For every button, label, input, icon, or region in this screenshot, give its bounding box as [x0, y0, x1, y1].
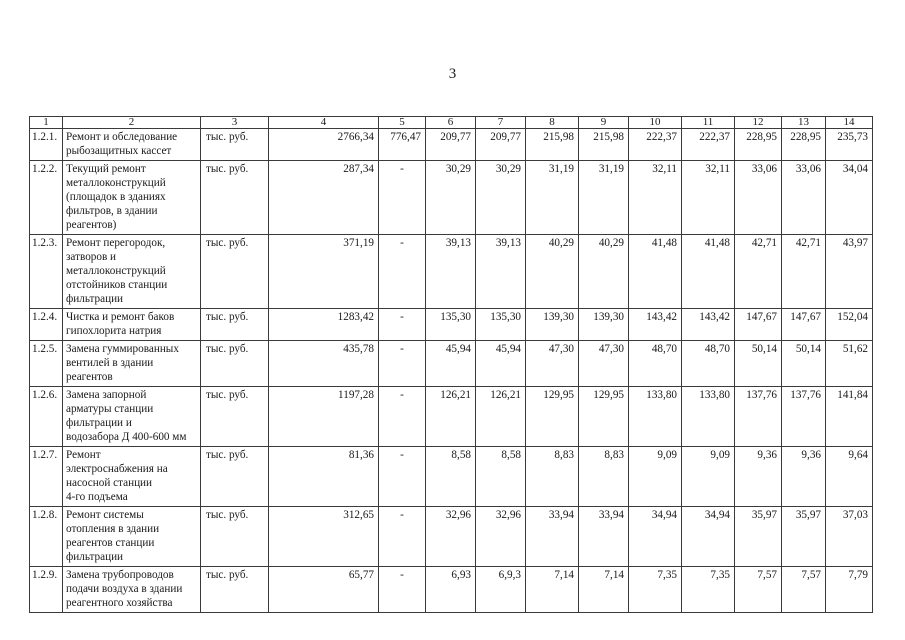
- table-row: [30, 447, 873, 507]
- value-cell: 32,11: [682, 161, 735, 235]
- row-name-line: Ремонт системы: [66, 509, 144, 521]
- value-cell: 215,98: [526, 129, 579, 161]
- value-cell: 34,04: [826, 161, 873, 235]
- value-cell: 133,80: [682, 387, 735, 447]
- row-name-line: Ремонт перегородок,: [66, 237, 166, 249]
- header-row: [30, 117, 873, 129]
- value-cell: 228,95: [735, 129, 782, 161]
- value-cell: 7,35: [629, 567, 682, 613]
- header-cell: 6: [426, 117, 476, 129]
- value-cell: 9,09: [682, 447, 735, 507]
- table-row: [30, 309, 873, 341]
- row-name-line: реагентов: [66, 371, 113, 383]
- row-name-line: Замена запорной: [66, 389, 147, 401]
- row-name-line: электроснабжения на: [66, 463, 168, 475]
- header-cell: 11: [682, 117, 735, 129]
- value-cell: 139,30: [579, 309, 629, 341]
- value-cell: 9,36: [782, 447, 826, 507]
- value-cell: 152,04: [826, 309, 873, 341]
- row-name-line: затворов и: [66, 251, 117, 263]
- header-cell: 10: [629, 117, 682, 129]
- row-unit: тыс. руб.: [201, 341, 269, 387]
- value-cell: 32,96: [476, 507, 526, 567]
- header-cell: 14: [826, 117, 873, 129]
- value-cell: 133,80: [629, 387, 682, 447]
- value-cell: 42,71: [782, 235, 826, 309]
- page-number: 3: [448, 66, 457, 82]
- value-cell: 45,94: [476, 341, 526, 387]
- row-name-line: вентилей в здании: [66, 357, 154, 369]
- value-cell: 7,14: [526, 567, 579, 613]
- value-cell: 9,64: [826, 447, 873, 507]
- row-name-line: отстойников станции: [66, 279, 168, 291]
- value-cell: 41,48: [629, 235, 682, 309]
- value-cell: 30,29: [426, 161, 476, 235]
- row-name-line: фильтрации: [66, 293, 124, 305]
- row-code: 1.2.6.: [30, 387, 63, 447]
- value-cell: 65,77: [269, 567, 379, 613]
- value-cell: 129,95: [579, 387, 629, 447]
- value-cell: 209,77: [476, 129, 526, 161]
- header-cell: 13: [782, 117, 826, 129]
- value-cell: 41,48: [682, 235, 735, 309]
- value-cell: -: [379, 447, 426, 507]
- value-cell: 7,57: [735, 567, 782, 613]
- row-code: 1.2.3.: [30, 235, 63, 309]
- header-cell: 3: [201, 117, 269, 129]
- row-name: [63, 567, 201, 613]
- value-cell: 6,93: [426, 567, 476, 613]
- table-row: [30, 507, 873, 567]
- value-cell: 30,29: [476, 161, 526, 235]
- row-unit: тыс. руб.: [201, 387, 269, 447]
- header-cell: 12: [735, 117, 782, 129]
- value-cell: 45,94: [426, 341, 476, 387]
- row-name-line: рыбозащитных кассет: [66, 145, 172, 157]
- value-cell: 81,36: [269, 447, 379, 507]
- row-name: [63, 341, 201, 387]
- row-unit: тыс. руб.: [201, 129, 269, 161]
- header-cell: 5: [379, 117, 426, 129]
- value-cell: 129,95: [526, 387, 579, 447]
- row-code: 1.2.4.: [30, 309, 63, 341]
- row-code: 1.2.1.: [30, 129, 63, 161]
- value-cell: 222,37: [629, 129, 682, 161]
- value-cell: 50,14: [735, 341, 782, 387]
- value-cell: 371,19: [269, 235, 379, 309]
- header-cell: 9: [579, 117, 629, 129]
- value-cell: 435,78: [269, 341, 379, 387]
- row-name-line: реагентов станции: [66, 537, 155, 549]
- row-code: 1.2.5.: [30, 341, 63, 387]
- row-name-line: Замена гуммированных: [66, 343, 179, 355]
- value-cell: -: [379, 341, 426, 387]
- row-name-line: реагентов): [66, 219, 117, 231]
- value-cell: 39,13: [476, 235, 526, 309]
- value-cell: 7,14: [579, 567, 629, 613]
- value-cell: 9,36: [735, 447, 782, 507]
- row-code: 1.2.2.: [30, 161, 63, 235]
- row-name-line: Чистка и ремонт баков: [66, 311, 175, 323]
- value-cell: 312,65: [269, 507, 379, 567]
- value-cell: -: [379, 567, 426, 613]
- value-cell: 34,94: [629, 507, 682, 567]
- row-name: [63, 129, 201, 161]
- value-cell: 51,62: [826, 341, 873, 387]
- value-cell: 8,83: [526, 447, 579, 507]
- value-cell: 47,30: [579, 341, 629, 387]
- row-name-line: металлоконструкций: [66, 265, 166, 277]
- row-code: 1.2.8.: [30, 507, 63, 567]
- row-name: [63, 447, 201, 507]
- row-unit: тыс. руб.: [201, 507, 269, 567]
- value-cell: -: [379, 161, 426, 235]
- value-cell: 143,42: [682, 309, 735, 341]
- row-code: 1.2.7.: [30, 447, 63, 507]
- value-cell: 137,76: [735, 387, 782, 447]
- row-name-line: Ремонт и обследование: [66, 131, 178, 143]
- row-name-line: фильтрации и: [66, 417, 132, 429]
- value-cell: -: [379, 309, 426, 341]
- row-unit: тыс. руб.: [201, 235, 269, 309]
- value-cell: -: [379, 507, 426, 567]
- value-cell: 215,98: [579, 129, 629, 161]
- row-name-line: водозабора Д 400-600 мм: [66, 431, 187, 443]
- value-cell: 147,67: [782, 309, 826, 341]
- value-cell: 48,70: [629, 341, 682, 387]
- value-cell: 47,30: [526, 341, 579, 387]
- value-cell: 33,06: [782, 161, 826, 235]
- header-cell: 8: [526, 117, 579, 129]
- row-name-line: (площадок в зданиях: [66, 191, 166, 203]
- value-cell: 50,14: [782, 341, 826, 387]
- row-name-line: Ремонт: [66, 449, 101, 461]
- row-unit: тыс. руб.: [201, 447, 269, 507]
- value-cell: 31,19: [579, 161, 629, 235]
- value-cell: 9,09: [629, 447, 682, 507]
- value-cell: 8,83: [579, 447, 629, 507]
- row-name-line: насосной станции: [66, 477, 153, 489]
- row-name: [63, 161, 201, 235]
- row-name-line: реагентного хозяйства: [66, 597, 173, 609]
- row-name: [63, 235, 201, 309]
- value-cell: 40,29: [526, 235, 579, 309]
- row-name-line: отопления в здании: [66, 523, 160, 535]
- row-name-line: подачи воздуха в здании: [66, 583, 183, 595]
- value-cell: 2766,34: [269, 129, 379, 161]
- value-cell: -: [379, 387, 426, 447]
- header-cell: 2: [63, 117, 201, 129]
- value-cell: 40,29: [579, 235, 629, 309]
- value-cell: 48,70: [682, 341, 735, 387]
- value-cell: 32,11: [629, 161, 682, 235]
- row-unit: тыс. руб.: [201, 567, 269, 613]
- value-cell: 6,9,3: [476, 567, 526, 613]
- row-name-line: гипохлорита натрия: [66, 325, 162, 337]
- value-cell: 135,30: [476, 309, 526, 341]
- value-cell: 37,03: [826, 507, 873, 567]
- row-unit: тыс. руб.: [201, 161, 269, 235]
- value-cell: -: [379, 235, 426, 309]
- value-cell: 126,21: [476, 387, 526, 447]
- value-cell: 287,34: [269, 161, 379, 235]
- value-cell: 137,76: [782, 387, 826, 447]
- cost-table: [29, 116, 873, 613]
- row-name-line: Замена трубопроводов: [66, 569, 174, 581]
- header-cell: 1: [30, 117, 63, 129]
- row-name: [63, 309, 201, 341]
- value-cell: 147,67: [735, 309, 782, 341]
- value-cell: 139,30: [526, 309, 579, 341]
- value-cell: 32,96: [426, 507, 476, 567]
- row-name: [63, 507, 201, 567]
- table-row: [30, 341, 873, 387]
- value-cell: 7,35: [682, 567, 735, 613]
- value-cell: 222,37: [682, 129, 735, 161]
- value-cell: 42,71: [735, 235, 782, 309]
- value-cell: 31,19: [526, 161, 579, 235]
- table-row: [30, 129, 873, 161]
- row-name-line: фильтрации: [66, 551, 124, 563]
- row-code: 1.2.9.: [30, 567, 63, 613]
- header-cell: 4: [269, 117, 379, 129]
- value-cell: 33,94: [526, 507, 579, 567]
- value-cell: 7,57: [782, 567, 826, 613]
- value-cell: 228,95: [782, 129, 826, 161]
- value-cell: 126,21: [426, 387, 476, 447]
- value-cell: 8,58: [426, 447, 476, 507]
- row-name-line: металлоконструкций: [66, 177, 166, 189]
- row-name-line: 4-го подъема: [66, 491, 128, 503]
- row-name-line: фильтров, в здании: [66, 205, 158, 217]
- value-cell: 8,58: [476, 447, 526, 507]
- row-name: [63, 387, 201, 447]
- value-cell: 35,97: [735, 507, 782, 567]
- header-cell: 7: [476, 117, 526, 129]
- value-cell: 39,13: [426, 235, 476, 309]
- value-cell: 135,30: [426, 309, 476, 341]
- value-cell: 1197,28: [269, 387, 379, 447]
- value-cell: 776,47: [379, 129, 426, 161]
- value-cell: 1283,42: [269, 309, 379, 341]
- value-cell: 33,94: [579, 507, 629, 567]
- table-row: [30, 567, 873, 613]
- table-row: [30, 387, 873, 447]
- value-cell: 141,84: [826, 387, 873, 447]
- value-cell: 209,77: [426, 129, 476, 161]
- table-row: [30, 235, 873, 309]
- value-cell: 7,79: [826, 567, 873, 613]
- value-cell: 35,97: [782, 507, 826, 567]
- row-unit: тыс. руб.: [201, 309, 269, 341]
- value-cell: 143,42: [629, 309, 682, 341]
- value-cell: 33,06: [735, 161, 782, 235]
- row-name-line: Текущий ремонт: [66, 163, 146, 175]
- value-cell: 43,97: [826, 235, 873, 309]
- table-row: [30, 161, 873, 235]
- value-cell: 235,73: [826, 129, 873, 161]
- value-cell: 34,94: [682, 507, 735, 567]
- row-name-line: арматуры станции: [66, 403, 154, 415]
